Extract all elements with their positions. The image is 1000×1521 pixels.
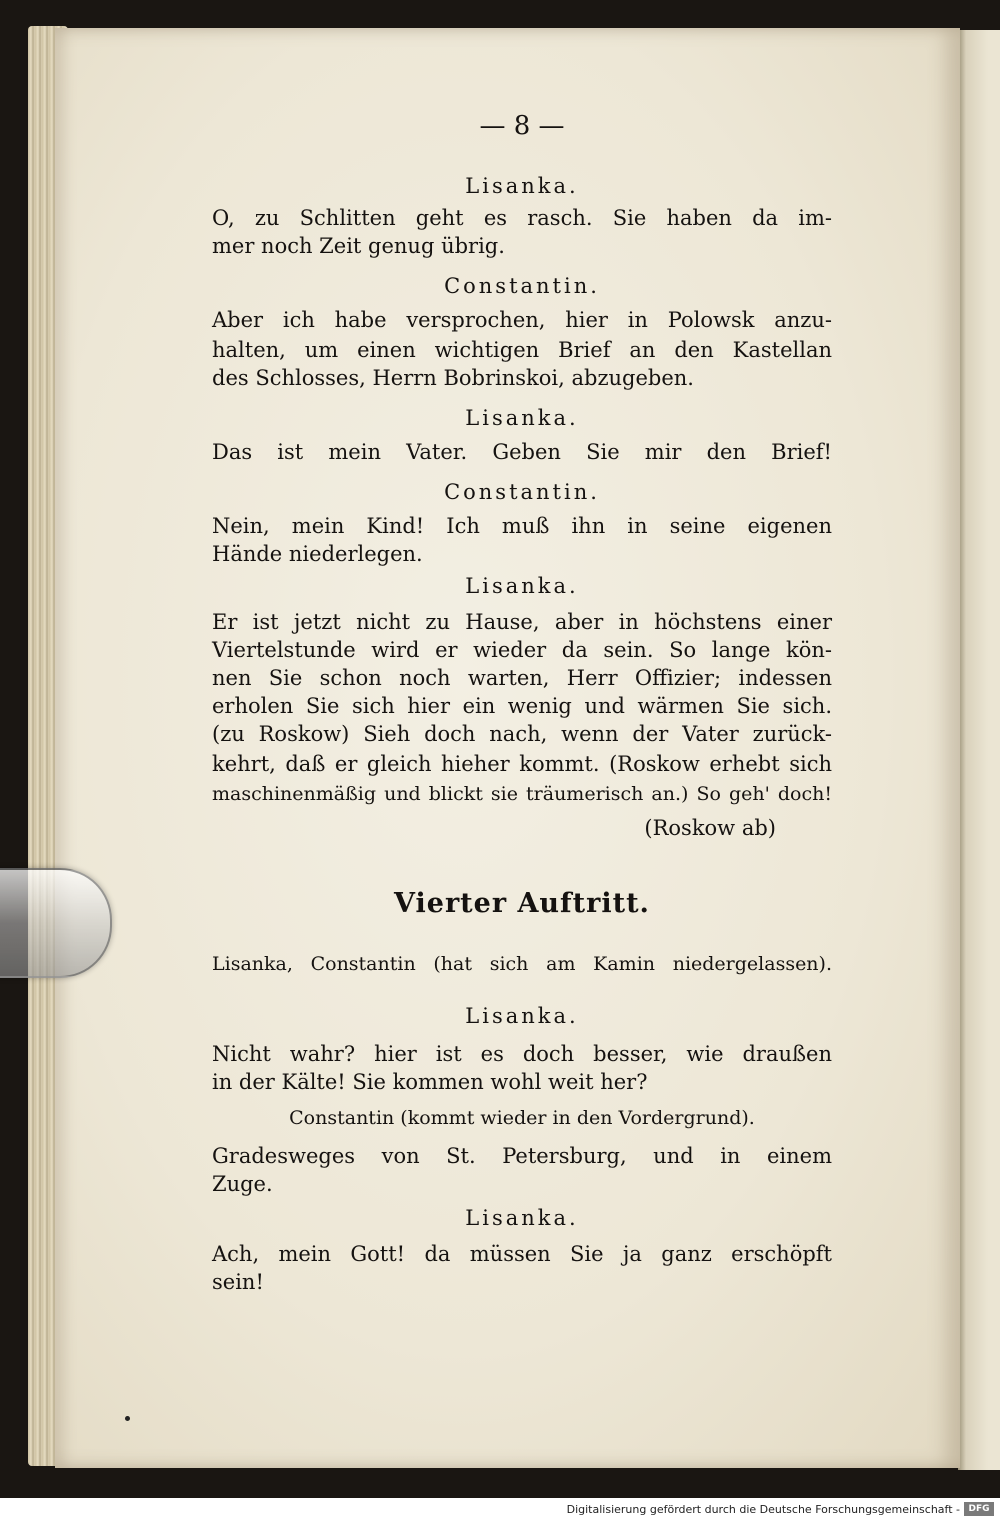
text-line: Nicht wahr? hier ist es doch besser, wie draußen <box>212 1042 832 1066</box>
text-line: O, zu Schlitten geht es rasch. Sie haben da im- <box>212 206 832 230</box>
text-line: Er ist jetzt nicht zu Hause, aber in höchstens einer <box>212 610 832 634</box>
text-line: Das ist mein Vater. Geben Sie mir den Brief! <box>212 440 832 464</box>
text-line: Aber ich habe versprochen, hier in Polowsk anzu- <box>212 308 832 332</box>
text-line: Gradesweges von St. Petersburg, und in einem <box>212 1144 832 1168</box>
page-clip <box>0 868 112 978</box>
text-line: in der Kälte! Sie kommen wohl weit her? <box>212 1070 648 1094</box>
text-line: Viertelstunde wird er wieder da sein. So lange kön- <box>212 638 832 662</box>
text-line: halten, um einen wichtigen Brief an den Kastellan <box>212 338 832 362</box>
character-line: Lisanka, Constantin (hat sich am Kamin niedergelassen). <box>212 953 832 975</box>
stage-direction: (Roskow ab) <box>644 816 776 840</box>
text-line: kehrt, daß er gleich hieher kommt. (Roskow erhebt sich <box>212 752 832 776</box>
ink-mark <box>125 1416 130 1421</box>
speaker-line: Lisanka. <box>465 1206 579 1230</box>
text-line: maschinenmäßig und blickt sie träumerisch an.) So geh' doch! <box>212 783 832 805</box>
text-line: Hände niederlegen. <box>212 542 423 566</box>
dfg-logo-icon: DFG <box>964 1502 994 1516</box>
text-line: Nein, mein Kind! Ich muß ihn in seine eigenen <box>212 514 832 538</box>
speaker-line: Lisanka. <box>465 174 579 198</box>
speaker-line: Lisanka. <box>465 406 579 430</box>
speaker-line: Constantin. <box>444 274 600 298</box>
text-line: nen Sie schon noch warten, Herr Offizier; indessen <box>212 666 832 690</box>
speaker-line: Lisanka. <box>465 574 579 598</box>
speaker-line: Constantin. <box>444 480 600 504</box>
text-line: (zu Roskow) Sieh doch nach, wenn der Vater zurück- <box>212 722 832 746</box>
scene-heading: Vierter Auftritt. <box>394 888 650 919</box>
speaker-line: Lisanka. <box>465 1004 579 1028</box>
text-line: erholen Sie sich hier ein wenig und wärmen Sie sich. <box>212 694 832 718</box>
footer-bar <box>0 1499 1000 1521</box>
text-line: sein! <box>212 1270 264 1294</box>
text-line: Zuge. <box>212 1172 273 1196</box>
funding-credit: Digitalisierung gefördert durch die Deutsche Forschungsgemeinschaft - <box>566 1503 960 1516</box>
text-line: mer noch Zeit genug übrig. <box>212 234 505 258</box>
speaker-line: Constantin (kommt wieder in den Vordergrund). <box>289 1107 755 1129</box>
page-number: — 8 — <box>479 111 565 141</box>
text-line: des Schlosses, Herrn Bobrinskoi, abzugeben. <box>212 366 694 390</box>
adjacent-page-edge <box>958 30 1000 1470</box>
text-line: Ach, mein Gott! da müssen Sie ja ganz erschöpft <box>212 1242 832 1266</box>
